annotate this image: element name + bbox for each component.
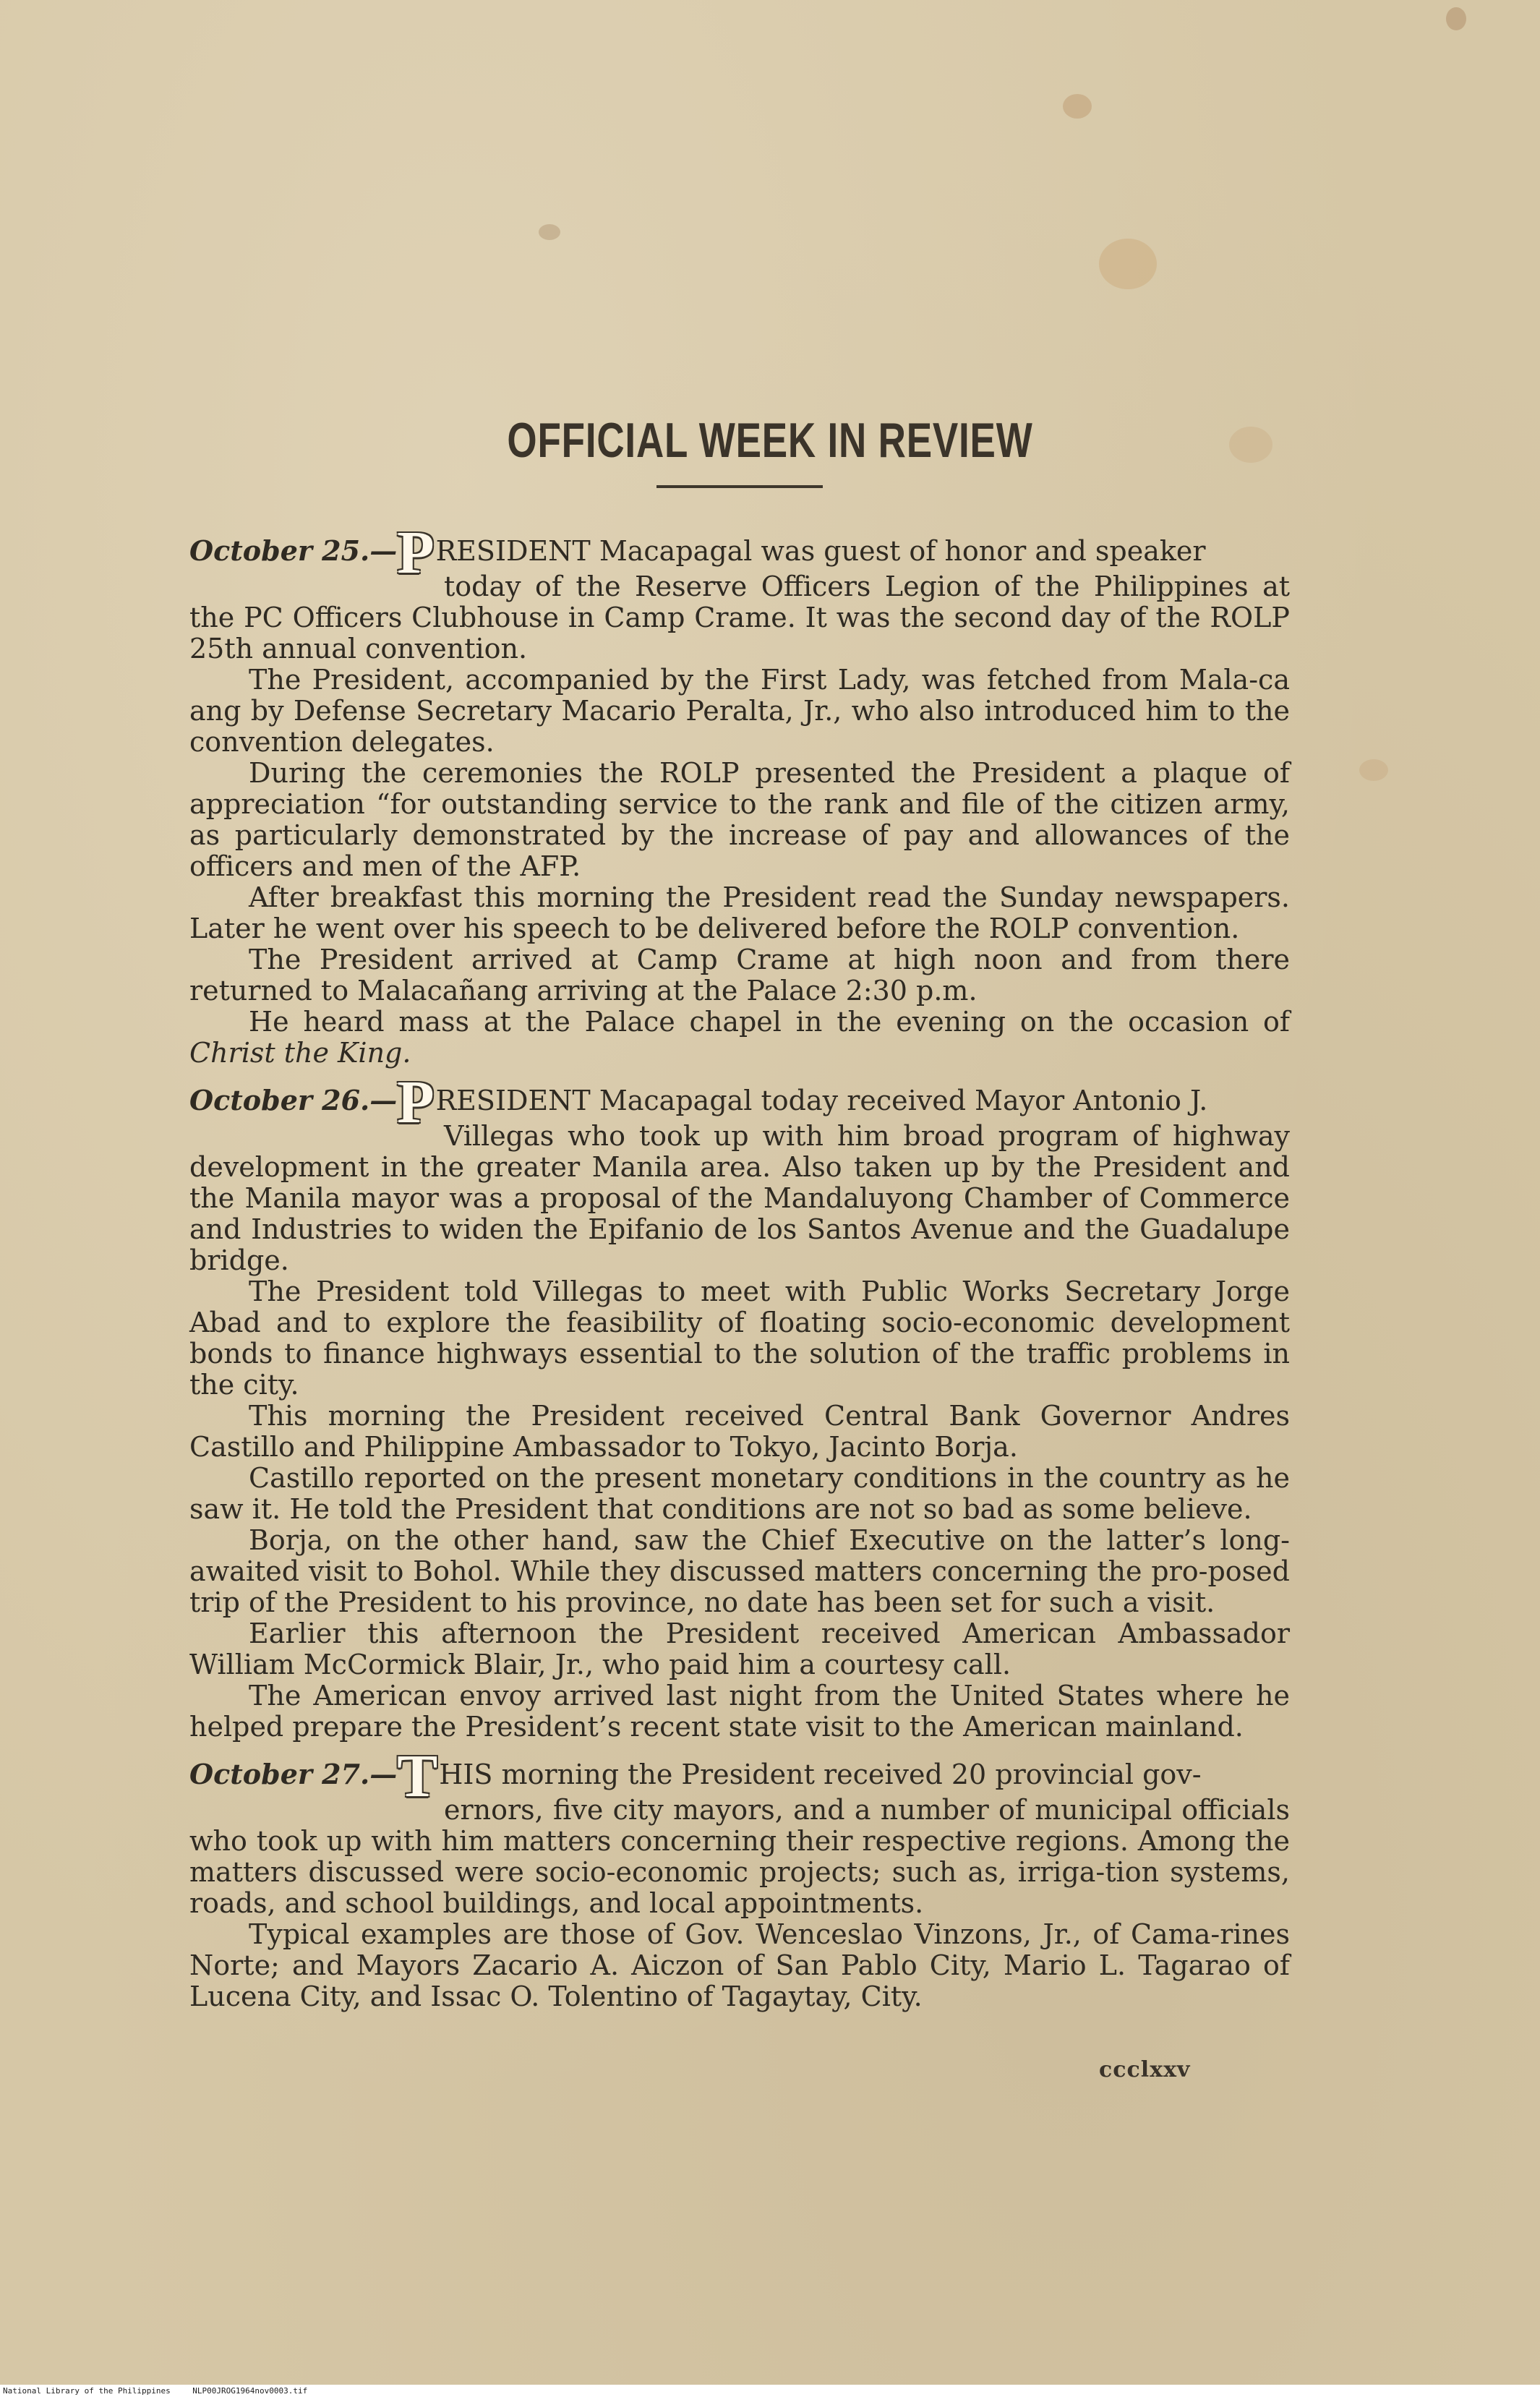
paragraph: The President, accompanied by the First Lady, was fetched from Mala-ca ang by Defense Secretary Macario Peralta, Jr., who also introduced him to the convention delegates.	[189, 664, 1290, 758]
paragraph: The President arrived at Camp Crame at high noon and from there returned to Malacañang arriving at the Palace 2:30 p.m.	[189, 944, 1290, 1007]
entry-lead-text: ernors, five city mayors, and a number of municipal officials who took up with him matters concerning their respective regions. Among the matters discussed were socio-economic projects; such as, irriga-tion systems, roads, and school buildings, and local appointments.	[189, 1794, 1290, 1919]
paragraph: Typical examples are those of Gov. Wenceslao Vinzons, Jr., of Cama-rines Norte; and Mayors Zacario A. Aiczon of San Pablo City, Mario L. Tagarao of Lucena City, and Issac O. Tolentino of Tagaytay, City.	[189, 1918, 1290, 2012]
paragraph: The American envoy arrived last night from the United States where he helped prepare the President’s recent state visit to the American mainland.	[189, 1680, 1290, 1743]
stain-mark	[1099, 239, 1157, 289]
entry-first-line: RESIDENT Macapagal was guest of honor and speaker	[435, 535, 1206, 567]
drop-cap: P	[397, 519, 435, 586]
paragraph: Earlier this afternoon the President received American Ambassador William McCormick Blair, Jr., who paid him a courtesy call.	[189, 1618, 1290, 1680]
entry-first-line: RESIDENT Macapagal today received Mayor Antonio J.	[435, 1085, 1208, 1116]
title-underline	[656, 485, 823, 488]
scan-footer	[0, 2385, 1540, 2397]
entry-lead-text: today of the Reserve Officers Legion of the Philippines at the PC Officers Clubhouse in Camp Crame. It was the second day of the ROLP 25th annual convention.	[189, 571, 1290, 665]
library-credit: National Library of the Philippines	[3, 2386, 171, 2396]
entry-date: October 25.—	[189, 534, 398, 567]
article-body	[189, 519, 1290, 2028]
entry-october-27	[189, 1743, 1290, 2012]
page-title: OFFICIAL WEEK IN REVIEW	[507, 413, 1033, 468]
drop-cap: P	[397, 1069, 435, 1136]
stain-mark	[1446, 7, 1466, 30]
paragraph: After breakfast this morning the President read the Sunday newspapers. Later he went over his speech to be delivered before the ROLP convention.	[189, 881, 1290, 944]
entry-lead-text: Villegas who took up with him broad program of highway development in the greater Manila area. Also taken up by the President and the Manila mayor was a proposal of the Mandaluyong Chamber of Commerce and Industries to widen the Epifanio de los Santos Avenue and the Guadalupe bridge.	[189, 1120, 1290, 1276]
paragraph: The President told Villegas to meet with Public Works Secretary Jorge Abad and to explore the feasibility of floating socio-economic development bonds to finance highways essential to the solution of the traffic problems in the city.	[189, 1276, 1290, 1401]
paragraph: Borja, on the other hand, saw the Chief Executive on the latter’s long-awaited visit to Bohol. While they discussed matters concerning the pro-posed trip of the President to his province, no date has been set for such a visit.	[189, 1524, 1290, 1618]
stain-mark	[1359, 759, 1388, 781]
paragraph: This morning the President received Central Bank Governor Andres Castillo and Philippine Ambassador to Tokyo, Jacinto Borja.	[189, 1400, 1290, 1463]
entry-date: October 27.—	[189, 1758, 398, 1790]
paragraph: During the ceremonies the ROLP presented the President a plaque of appreciation “for outstanding service to the rank and file of the citizen army, as particularly demonstrated by the increase of pay and allowances of the officers and men of the AFP.	[189, 757, 1290, 882]
stain-mark	[1063, 94, 1092, 119]
stain-mark	[539, 224, 560, 240]
paragraph: Castillo reported on the present monetary conditions in the country as he saw it. He told the President that conditions are not so bad as some believe.	[189, 1462, 1290, 1525]
page-number: ccclxxv	[1099, 2057, 1191, 2082]
feast-name: Christ the King.	[189, 1037, 411, 1069]
entry-first-line: HIS morning the President received 20 provincial gov-	[439, 1759, 1202, 1790]
entry-october-26	[189, 1069, 1290, 1743]
scan-filename: NLP00JROG1964nov0003.tif	[192, 2386, 308, 2396]
paragraph-text: He heard mass at the Palace chapel in the evening on the occasion of	[249, 1006, 1290, 1038]
entry-october-25	[189, 519, 1290, 1069]
entry-date: October 26.—	[189, 1084, 398, 1116]
drop-cap: T	[397, 1743, 438, 1810]
